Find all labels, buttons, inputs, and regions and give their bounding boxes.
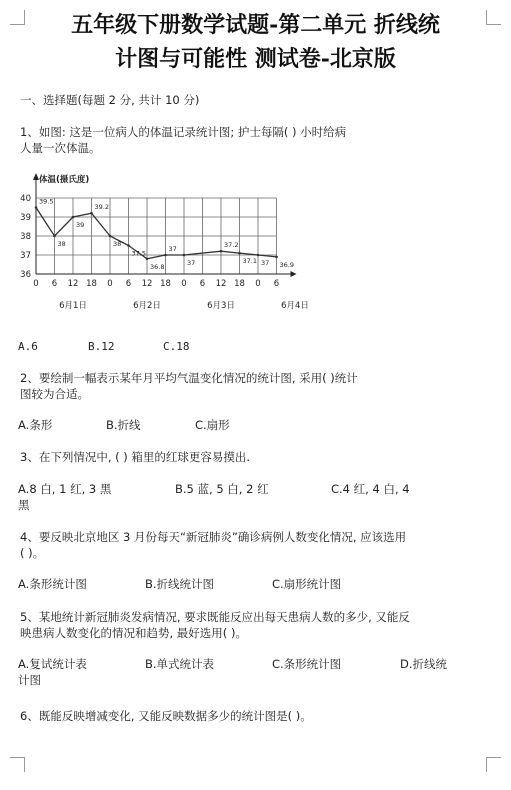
chart-x-tick-label: 12 <box>67 279 79 289</box>
question-4-text: 4、要反映北京地区 3 月份每天“新冠肺炎”确诊病例人数变化情况, 应该选用 <box>20 530 407 544</box>
chart-data-label: 37 <box>168 245 177 253</box>
chart-data-point <box>238 252 241 255</box>
question-3-option-c-cont: 黑 <box>18 498 30 512</box>
question-3-option-c: C.4 红, 4 白, 4 <box>331 482 410 496</box>
chart-data-point <box>90 212 93 215</box>
chart-x-tick-label: 6 <box>199 279 206 289</box>
chart-data-label: 36.8 <box>150 262 165 271</box>
chart-data-label: 38 <box>113 240 122 248</box>
chart-series-line <box>36 208 277 259</box>
question-1-option-b: B.12 <box>88 340 115 353</box>
question-4-option-b: B.折线统计图 <box>145 577 215 591</box>
chart-data-point <box>164 254 167 257</box>
chart-x-tick-label: 0 <box>255 279 261 289</box>
chart-data-label: 39 <box>76 221 85 229</box>
question-1-text-cont: 人量一次体温。 <box>20 141 101 155</box>
chart-data-label: 36.9 <box>279 260 294 269</box>
chart-y-axis-title: 体温(摄氏度) <box>39 175 90 185</box>
question-1-option-a: A.6 <box>18 340 38 353</box>
chart-day-label: 6月1日 <box>59 301 87 311</box>
chart-data-point <box>220 250 223 253</box>
chart-x-tick-label: 6 <box>125 279 132 289</box>
corner-mark-bottom-right <box>486 757 501 772</box>
chart-data-point <box>35 206 38 209</box>
chart-x-tick-label: 0 <box>107 279 113 289</box>
chart-data-label: 37.5 <box>131 249 146 258</box>
chart-data-point <box>257 254 260 257</box>
chart-x-axis-arrow <box>291 271 297 277</box>
question-1-option-c: C.18 <box>163 340 190 353</box>
question-4-option-c: C.扇形统计图 <box>272 577 342 591</box>
question-5-option-c: C.条形统计图 <box>272 657 342 671</box>
question-2-option-c: C.扇形 <box>195 418 230 432</box>
chart-y-tick-label: 39 <box>20 213 31 223</box>
chart-y-tick-label: 36 <box>20 270 31 280</box>
chart-data-point <box>146 258 149 261</box>
chart-data-point <box>183 254 186 257</box>
chart-x-tick-label: 0 <box>181 279 187 289</box>
chart-x-tick-label: 6 <box>51 279 58 289</box>
question-4-text-cont: ( )。 <box>20 546 45 560</box>
chart-day-label: 6月4日 <box>281 301 309 311</box>
chart-data-label: 38 <box>57 240 66 248</box>
chart-data-point <box>127 244 130 247</box>
chart-data-label: 39.5 <box>39 197 54 206</box>
chart-data-label: 37.1 <box>242 257 257 266</box>
question-5-text-cont: 映患病人数变化的情况和趋势, 最好选用( )。 <box>20 626 247 640</box>
chart-x-tick-label: 18 <box>160 279 171 289</box>
chart-y-tick-label: 40 <box>20 194 31 204</box>
chart-data-point <box>53 235 56 238</box>
chart-x-tick-label: 12 <box>141 279 153 289</box>
question-3-text: 3、在下列情况中, ( ) 箱里的红球更容易摸出. <box>20 450 251 464</box>
chart-day-label: 6月2日 <box>133 301 161 311</box>
chart-data-point <box>109 235 112 238</box>
question-2-option-a: A.条形 <box>18 418 53 432</box>
question-5-text: 5、某地统计新冠肺炎发病情况, 要求既能反应出每天患病人数的多少, 又能反 <box>20 610 410 624</box>
question-2-text: 2、要绘制一幅表示某年月平均气温变化情况的统计图, 采用( )统计 <box>20 371 358 385</box>
chart-x-tick-label: 6 <box>273 279 280 289</box>
chart-x-tick-label: 12 <box>215 279 227 289</box>
question-6-text: 6、既能反映增减变化, 又能反映数据多少的统计图是( )。 <box>20 709 312 723</box>
question-5-option-d: D.折线统 <box>400 657 448 671</box>
chart-data-point <box>72 216 75 219</box>
chart-y-tick-label: 38 <box>20 232 31 242</box>
chart-data-label: 37.2 <box>224 241 239 250</box>
section-heading: 一、选择题(每题 2 分, 共计 10 分) <box>20 93 200 107</box>
question-1-text: 1、如图: 这是一位病人的体温记录统计图; 护士每隔( ) 小时给病 <box>20 125 347 139</box>
chart-data-label: 37 <box>187 259 196 267</box>
question-2-option-b: B.折线 <box>106 418 141 432</box>
question-5-option-b: B.单式统计表 <box>145 657 215 671</box>
chart-x-tick-label: 18 <box>86 279 97 289</box>
question-2-text-cont: 图较为合适。 <box>20 387 89 401</box>
question-3-option-a: A.8 白, 1 红, 3 黑 <box>18 482 112 496</box>
question-4-option-a: A.条形统计图 <box>18 577 87 591</box>
page-title-line1: 五年级下册数学试题-第二单元 折线统 <box>71 12 440 38</box>
chart-data-label: 37 <box>261 259 270 267</box>
question-5-option-d-cont: 计图 <box>18 673 41 687</box>
chart-x-tick-label: 0 <box>33 279 39 289</box>
chart-data-label: 39.2 <box>94 203 109 212</box>
question-5-option-a: A.复试统计表 <box>18 657 87 671</box>
corner-mark-bottom-left <box>10 757 25 772</box>
page-title-line2: 计图与可能性 测试卷-北京版 <box>115 46 396 72</box>
question-3-option-b: B.5 蓝, 5 白, 2 红 <box>175 482 269 496</box>
chart-y-tick-label: 37 <box>20 251 31 261</box>
chart-day-label: 6月3日 <box>207 301 235 311</box>
temperature-line-chart <box>18 168 338 318</box>
chart-x-tick-label: 18 <box>234 279 245 289</box>
chart-data-point <box>275 256 278 259</box>
